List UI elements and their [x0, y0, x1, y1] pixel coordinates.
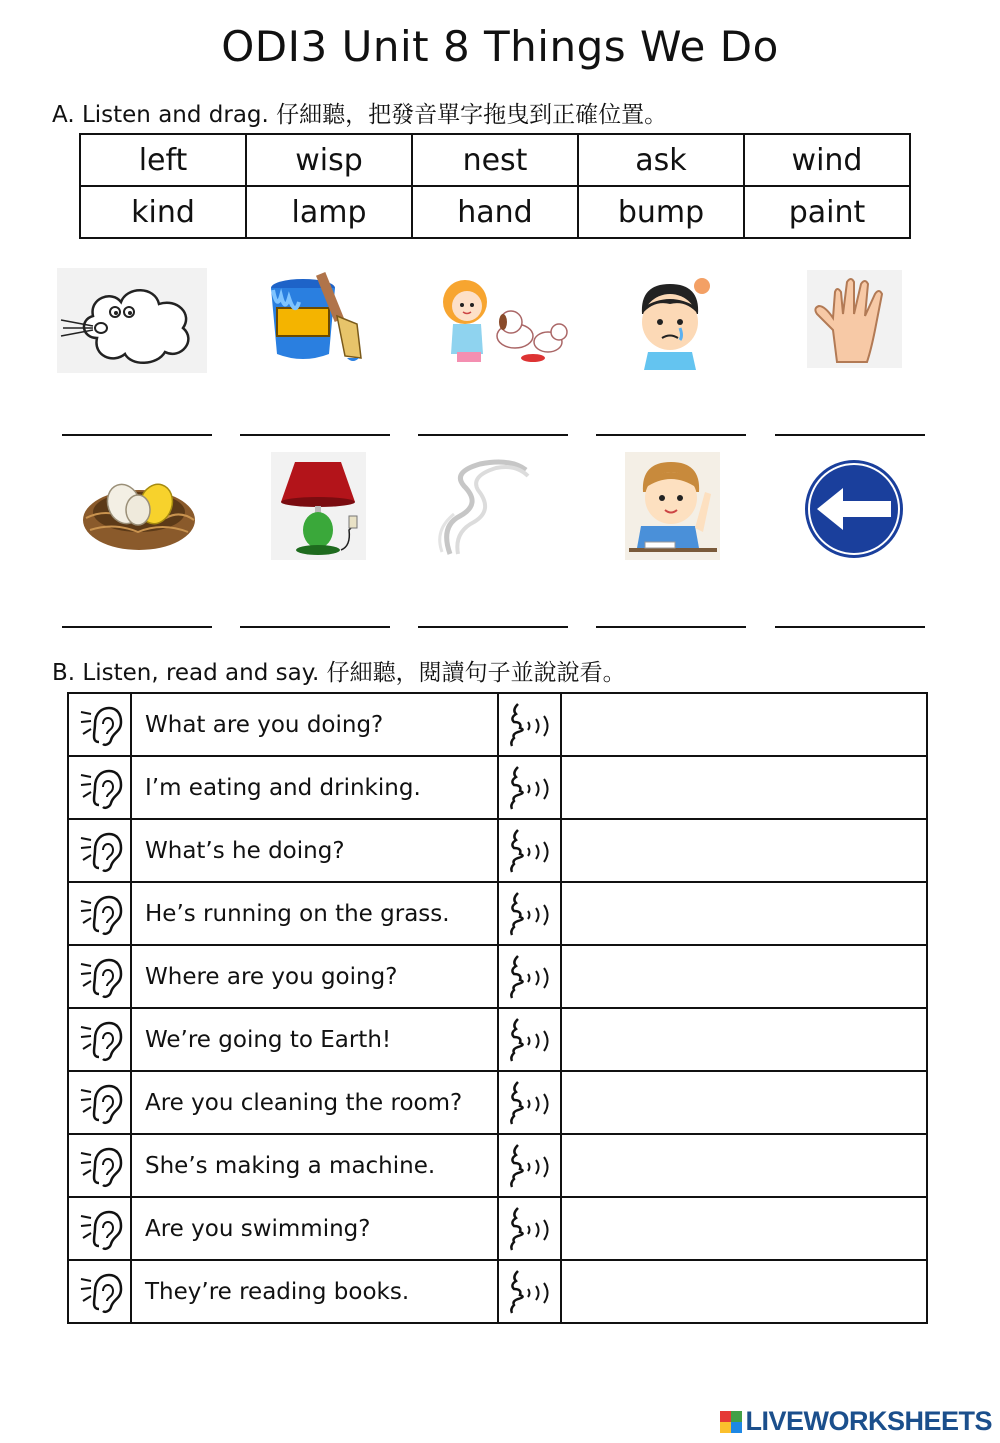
ear-icon	[69, 828, 130, 874]
ear-icon	[69, 765, 130, 811]
ear-icon	[69, 954, 130, 1000]
sentence-text: I’m eating and drinking.	[131, 756, 498, 819]
listen-button[interactable]	[68, 693, 131, 756]
speech-answer-box[interactable]	[561, 1134, 927, 1197]
word-tile[interactable]: wind	[744, 134, 910, 186]
answer-blank[interactable]	[596, 626, 746, 628]
ear-icon	[69, 1080, 130, 1126]
answer-blank[interactable]	[596, 434, 746, 436]
speech-answer-box[interactable]	[561, 819, 927, 882]
speak-button[interactable]	[498, 1071, 561, 1134]
sentence-row	[68, 819, 927, 882]
page-title: ODI3 Unit 8 Things We Do	[221, 22, 779, 71]
answer-blank[interactable]	[240, 434, 390, 436]
listen-button[interactable]	[68, 1071, 131, 1134]
ask-boy-icon	[625, 452, 720, 560]
speak-button[interactable]	[498, 882, 561, 945]
speech-answer-box[interactable]	[561, 1197, 927, 1260]
speak-button[interactable]	[498, 1134, 561, 1197]
ear-icon	[69, 1143, 130, 1189]
listen-button[interactable]	[68, 1197, 131, 1260]
speaking-head-icon	[499, 828, 560, 874]
nest-icon	[80, 460, 198, 556]
sentence-text: Are you swimming?	[131, 1197, 498, 1260]
ear-icon	[69, 1017, 130, 1063]
answer-blank[interactable]	[775, 626, 925, 628]
speaking-head-icon	[499, 891, 560, 937]
listen-button[interactable]	[68, 1008, 131, 1071]
listen-button[interactable]	[68, 819, 131, 882]
sentence-text: She’s making a machine.	[131, 1134, 498, 1197]
listen-button[interactable]	[68, 1134, 131, 1197]
wind-cloud-icon	[57, 268, 207, 373]
sentence-row	[68, 1260, 927, 1323]
word-bank	[79, 133, 911, 239]
word-tile[interactable]: bump	[578, 186, 744, 238]
speech-answer-box[interactable]	[561, 1071, 927, 1134]
answer-blank[interactable]	[62, 626, 212, 628]
speak-button[interactable]	[498, 1260, 561, 1323]
word-tile[interactable]: nest	[412, 134, 578, 186]
sentence-text: What are you doing?	[131, 693, 498, 756]
sentence-text: Are you cleaning the room?	[131, 1071, 498, 1134]
sentence-row	[68, 882, 927, 945]
speaking-head-icon	[499, 1269, 560, 1315]
liveworksheets-logo	[720, 1406, 992, 1437]
ear-icon	[69, 702, 130, 748]
wisp-smoke-icon	[430, 456, 535, 561]
speaking-head-icon	[499, 765, 560, 811]
logo-mark-icon	[720, 1411, 742, 1433]
word-tile[interactable]: left	[80, 134, 246, 186]
sentence-text: What’s he doing?	[131, 819, 498, 882]
logo-text: LIVEWORKSHEETS	[745, 1406, 992, 1436]
speaking-head-icon	[499, 1017, 560, 1063]
sentence-row	[68, 1008, 927, 1071]
word-tile[interactable]: kind	[80, 186, 246, 238]
left-arrow-sign-icon	[803, 458, 905, 560]
word-tile[interactable]: paint	[744, 186, 910, 238]
sentence-row	[68, 1134, 927, 1197]
sentence-text: He’s running on the grass.	[131, 882, 498, 945]
listen-button[interactable]	[68, 1260, 131, 1323]
speaking-head-icon	[499, 1206, 560, 1252]
listen-button[interactable]	[68, 945, 131, 1008]
sentence-row	[68, 1197, 927, 1260]
sentence-row	[68, 1071, 927, 1134]
bump-boy-icon	[620, 270, 720, 370]
answer-blank[interactable]	[775, 434, 925, 436]
speech-answer-box[interactable]	[561, 756, 927, 819]
kind-girl-dogs-icon	[423, 266, 573, 371]
speaking-head-icon	[499, 954, 560, 1000]
ear-icon	[69, 891, 130, 937]
word-tile[interactable]: wisp	[246, 134, 412, 186]
speech-answer-box[interactable]	[561, 1008, 927, 1071]
answer-blank[interactable]	[418, 626, 568, 628]
listen-button[interactable]	[68, 756, 131, 819]
speaking-head-icon	[499, 1143, 560, 1189]
speak-button[interactable]	[498, 756, 561, 819]
speak-button[interactable]	[498, 1197, 561, 1260]
speak-button[interactable]	[498, 1008, 561, 1071]
speech-answer-box[interactable]	[561, 1260, 927, 1323]
sentence-text: They’re reading books.	[131, 1260, 498, 1323]
word-tile[interactable]: lamp	[246, 186, 412, 238]
sentence-text: Where are you going?	[131, 945, 498, 1008]
ear-icon	[69, 1269, 130, 1315]
speaking-head-icon	[499, 1080, 560, 1126]
section-b-heading: B. Listen, read and say. 仔細聽，閱讀句子並說說看。	[52, 660, 626, 686]
paint-bucket-icon	[263, 266, 375, 366]
ear-icon	[69, 1206, 130, 1252]
lamp-icon	[271, 452, 366, 560]
answer-blank[interactable]	[240, 626, 390, 628]
word-tile[interactable]: ask	[578, 134, 744, 186]
speak-button[interactable]	[498, 945, 561, 1008]
hand-icon	[807, 270, 902, 368]
answer-blank[interactable]	[418, 434, 568, 436]
sentence-table	[67, 692, 928, 1324]
word-tile[interactable]: hand	[412, 186, 578, 238]
speaking-head-icon	[499, 702, 560, 748]
sentence-row	[68, 945, 927, 1008]
section-a-heading: A. Listen and drag. 仔細聽，把發音單字拖曳到正確位置。	[52, 102, 668, 128]
sentence-row	[68, 756, 927, 819]
speech-answer-box[interactable]	[561, 882, 927, 945]
speak-button[interactable]	[498, 819, 561, 882]
sentence-text: We’re going to Earth!	[131, 1008, 498, 1071]
speech-answer-box[interactable]	[561, 945, 927, 1008]
speech-answer-box[interactable]	[561, 693, 927, 756]
sentence-row	[68, 693, 927, 756]
speak-button[interactable]	[498, 693, 561, 756]
listen-button[interactable]	[68, 882, 131, 945]
answer-blank[interactable]	[62, 434, 212, 436]
